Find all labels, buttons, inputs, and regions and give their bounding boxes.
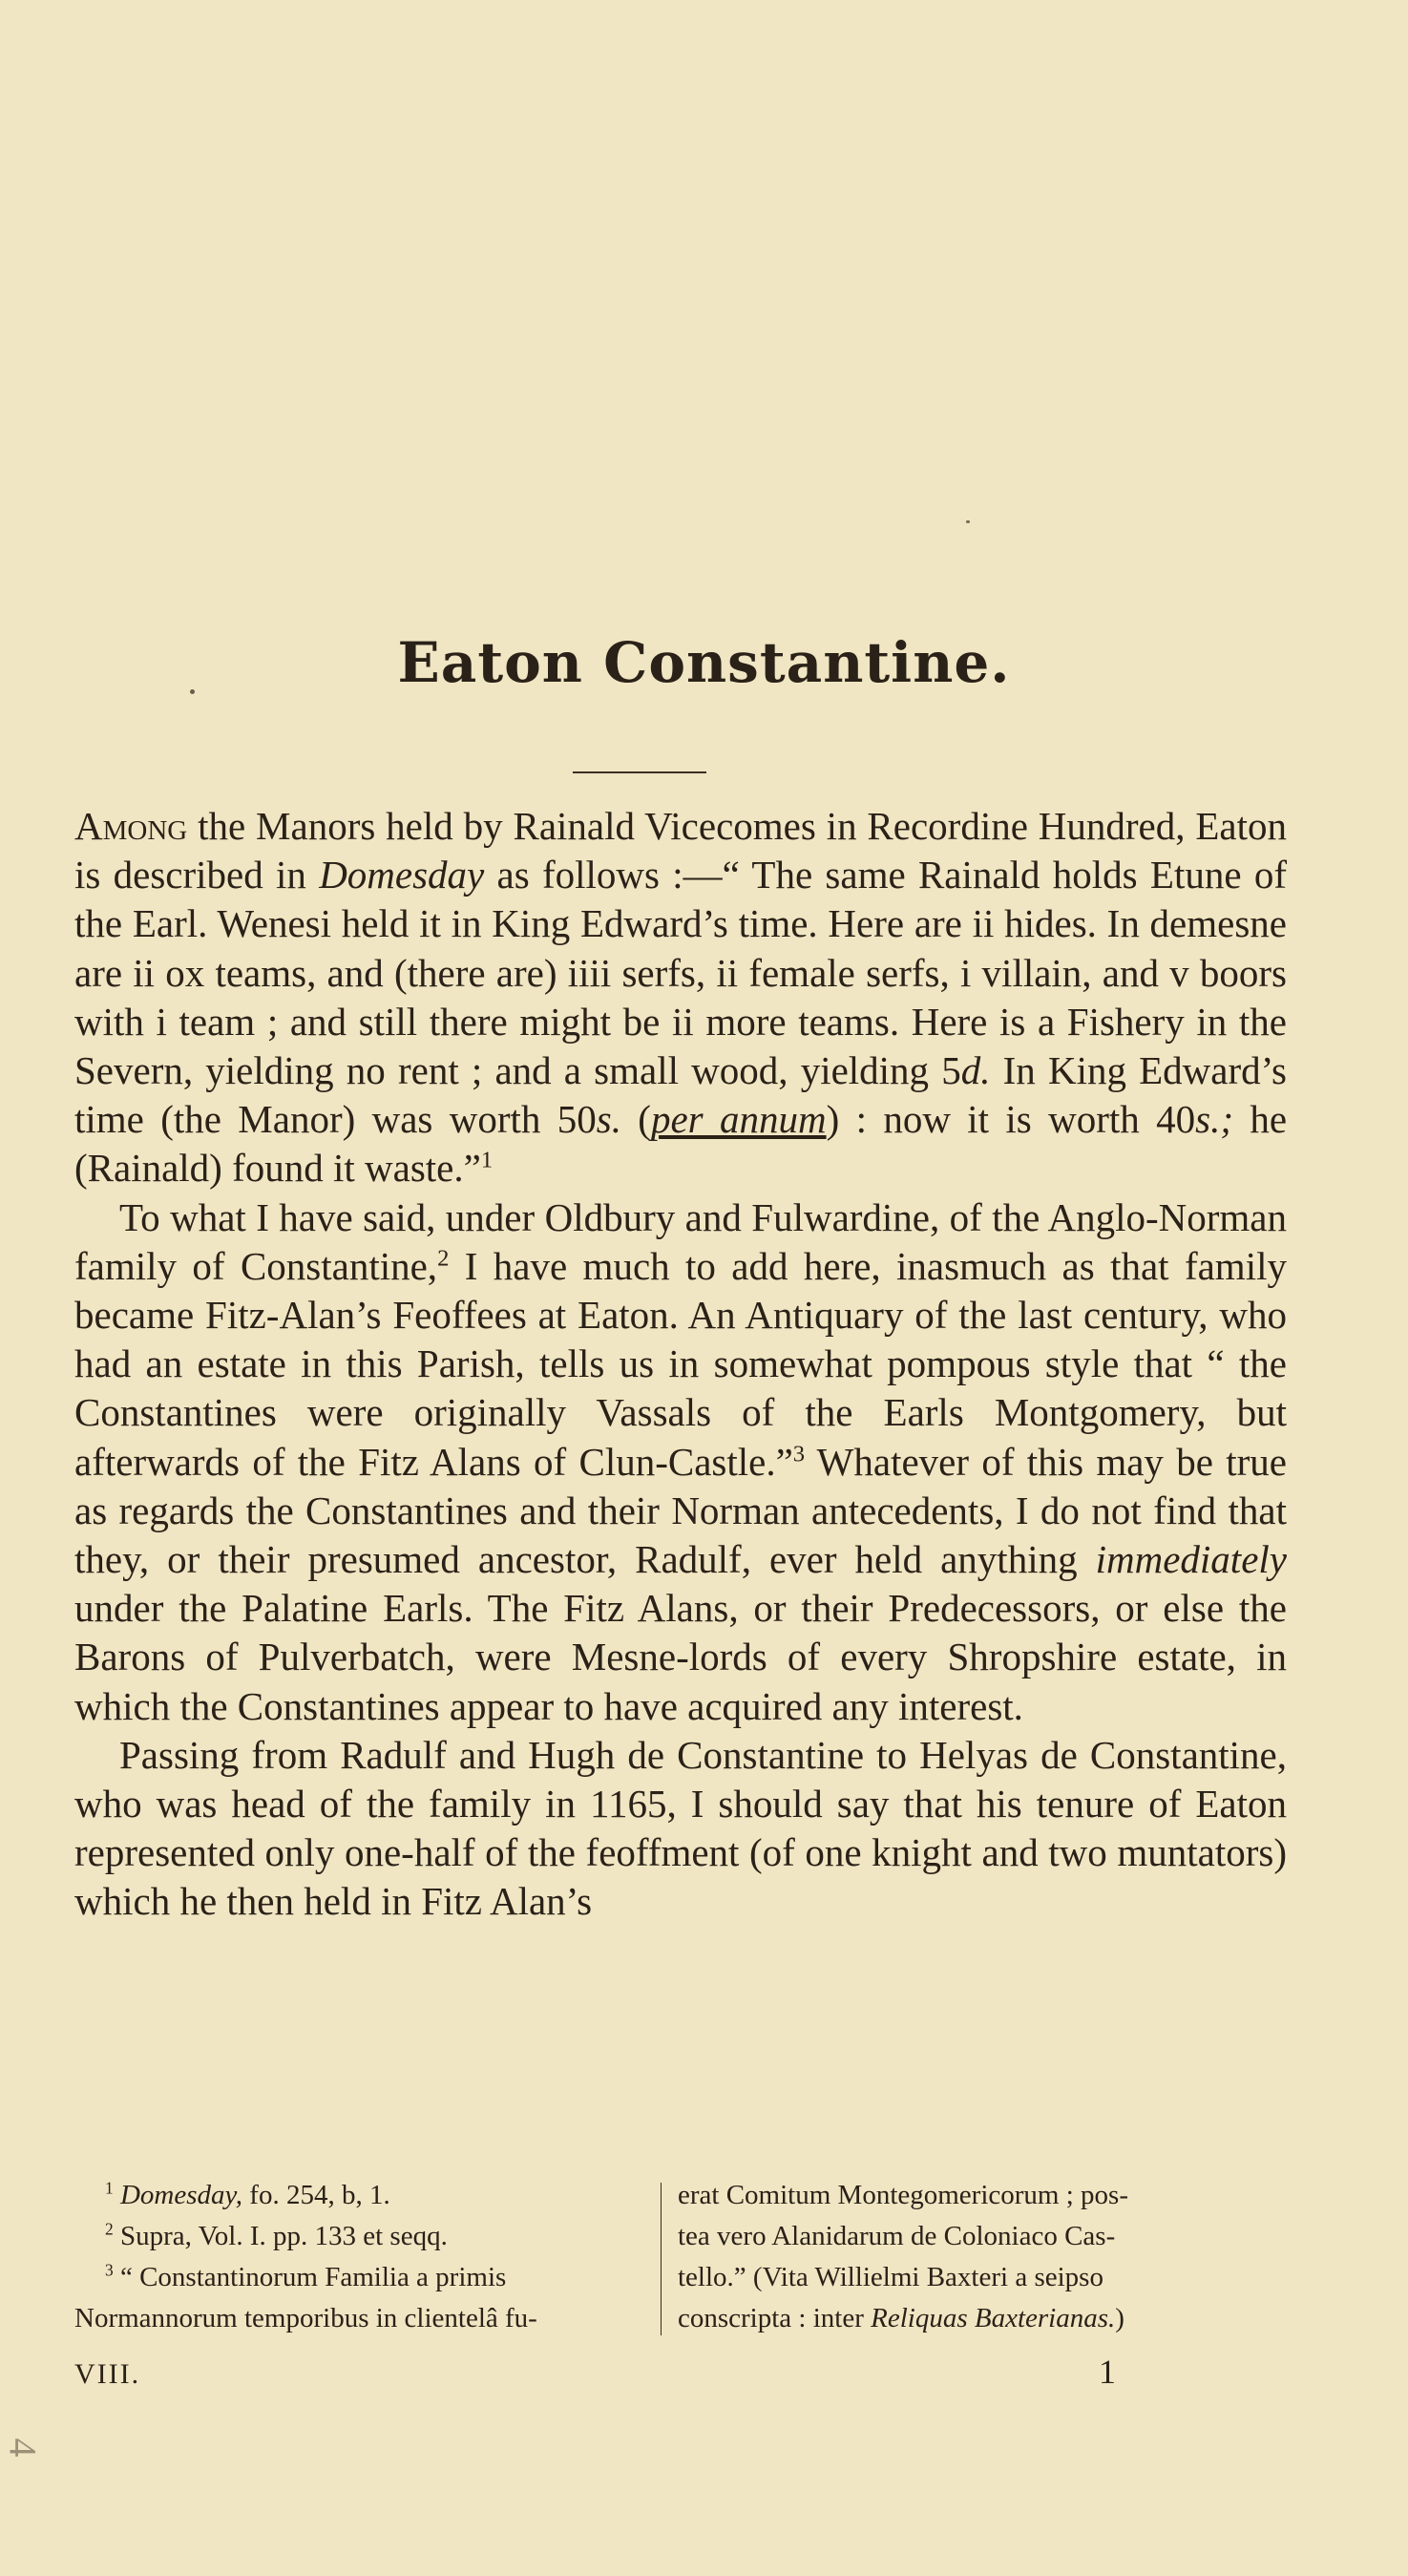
signature-mark: VIII. [74,2358,141,2390]
footnote-number: 3 [105,2260,114,2280]
paragraph-1 [74,802,1287,1193]
text-run: Whatever of this may be true as regards the Constantines and their Norman antecedents, I do not find that they, or their presumed ancestor, Radulf, ever held anything [74,1439,1287,1582]
footnotes-right-column [678,2175,1287,2339]
text-run: as follows :—“ The same Rainald holds Etune of the Earl. Wenesi held it in King Edward’s time. Here are ii hides. In demesne are ii ox teams, and (there are) iiii serfs, ii female serfs, i villain, and v boors with i team ; and still there might be ii more teams. Here is a Fishery in the Severn, yielding no rent ; and a small wood, yielding 5 [74,853,1287,1093]
italic-run: Reliquas Baxterianas. [871,2303,1116,2333]
text-run: he (Rainald) found it waste.” [74,1097,1288,1191]
pencil-mark: 4 [1,2438,45,2458]
text-run: To what I have said, under Oldbury and Fulwardine, of the Anglo-Norman family of Constantine, [74,1194,1287,1288]
body-text [74,802,1287,1927]
text-run: “ Constantinorum Familia a primis [113,2262,507,2292]
italic-run: Domesday [319,853,485,897]
text-run: Passing from Radulf and Hugh de Constantine to Helyas de Constantine, who was head of the family in 1165, I should say that his tenure of Eaton represented only one-half of the feoffment (of one knight and two muntators) which he then held in Fitz Alan’s [74,1732,1287,1924]
footnote-3-line: tea vero Alanidarum de Coloniaco Cas- [678,2221,1116,2251]
text-run: the Manors held by Rainald Vicecomes in Recordine Hundred, Eaton is described in [74,804,1287,897]
text-run: fo. 254, b, 1. [242,2180,390,2210]
footnote-3-cont: Normannorum temporibus in clientelâ fu- [74,2303,537,2333]
footnote-3-line [678,2298,1287,2339]
footnote-ref: 2 [437,1245,450,1272]
italic-run: Domesday, [119,2180,243,2210]
lead-word: Among [74,804,188,848]
paragraph-2 [74,1193,1287,1731]
text-run: ( [620,1097,651,1142]
page-number: 1 [1099,2353,1116,2391]
text-run: I have much to add here, inasmuch as that family became Fitz-Alan’s Feoffees at Eaton. An Antiquary of the last century, who had an estate in this Parish, tells us in somewhat pompous style that “ the Constantines were originally Vassals of the Earls Montgomery, but afterwards of the Fitz Alans of Clun-Castle.” [74,1243,1287,1484]
stray-dot [190,689,195,694]
italic-run: s.; [1195,1097,1233,1142]
footnote-3-line: tello.” (Vita Willielmi Baxteri a seipso [678,2262,1103,2292]
text-run: ) [1115,2303,1124,2333]
paragraph-3 [74,1731,1287,1927]
text-run: ) : now it is worth 40 [826,1097,1196,1142]
footnote-2 [74,2216,652,2257]
italic-run: d. [960,1048,991,1093]
page-title: Eaton Constantine. [397,630,1011,695]
paper-speck [966,520,970,523]
italic-run: immediately [1095,1537,1287,1582]
footnote-number: 2 [105,2219,114,2239]
text-run: Supra, Vol. I. pp. 133 et seqq. [113,2221,448,2251]
footnotes-left-column [74,2175,652,2339]
text-run: In King Edward’s time (the Manor) was worth 50 [74,1048,1287,1142]
italic-run: per annum [650,1097,827,1142]
text-run: under the Palatine Earls. The Fitz Alans, or their Predecessors, or else the Barons of Pulverbatch, were Mesne-lords of every Shropshire estate, in which the Constantines appear to have acquired any interest. [74,1586,1287,1728]
text-run: conscripta : inter [678,2303,872,2333]
title-rule [573,771,706,773]
footnote-1 [74,2175,652,2216]
italic-run: s. [596,1097,621,1142]
footnote-ref: 3 [792,1440,806,1467]
footnote-3 [74,2257,652,2298]
footnote-3-line: erat Comitum Montegomericorum ; pos- [678,2180,1128,2210]
footnote-ref: 1 [480,1147,494,1173]
column-divider [661,2183,662,2335]
footnote-number: 1 [105,2178,114,2198]
